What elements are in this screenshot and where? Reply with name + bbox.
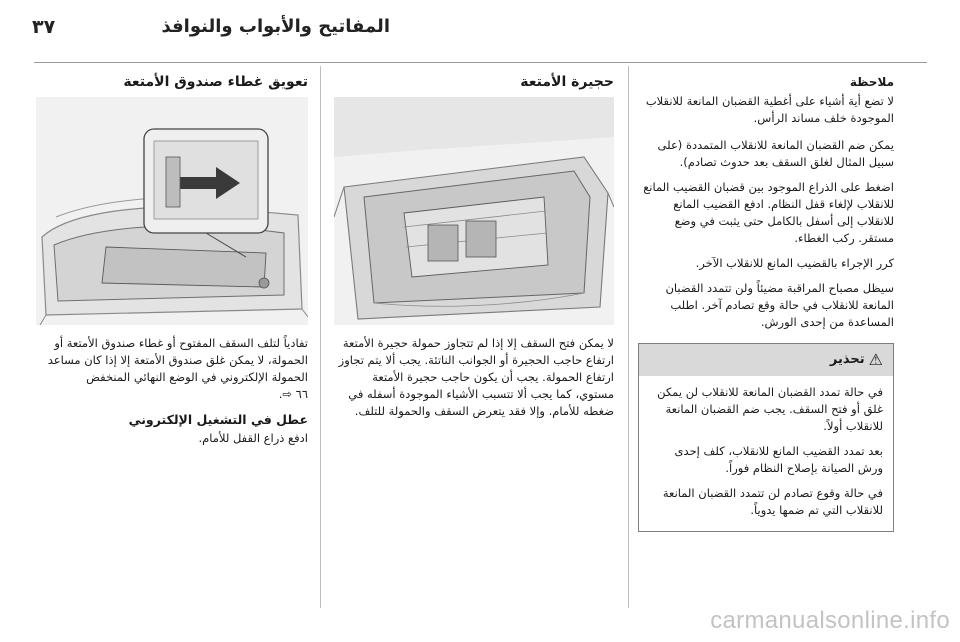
page-reference[interactable] xyxy=(36,386,308,403)
column-divider-right xyxy=(628,66,629,608)
watermark: carmanualsonline.info xyxy=(710,607,950,634)
note-title: ملاحظة xyxy=(849,75,894,89)
warning-box xyxy=(638,343,894,532)
warning-body xyxy=(639,376,893,531)
page-number: ٣٧ xyxy=(32,16,56,38)
trunk-lid-heading: تعويق غطاء صندوق الأمتعة xyxy=(123,74,308,90)
rollbar-paragraph-1: يمكن ضم القضبان المانعة للانقلاب المتمددة (على سبيل المثال لغلق السقف بعد حدوث تصادم). xyxy=(657,138,894,169)
rollbar-paragraph-2: اضغط على الذراع الموجود بين قضبان القضيب المانع للانقلاب لإلغاء قفل النظام. ادفع القضيب المانع للانقلاب إلى أسفل بالكامل حتى يثبت في وضع مستقر. ركب الغطاء. xyxy=(643,180,894,245)
page-reference-text: ٦٦ ⇨. xyxy=(278,387,308,401)
trunk-lid-paragraph: تفادياً لتلف السقف المفتوح أو غطاء صندوق الأمتعة أو الحمولة، لا يمكن غلق صندوق الأمتعة إلا إذا كان مساعد الحمولة الإلكتروني في الوضع النهائي المنخفض xyxy=(47,336,308,384)
warning-title: تحذير xyxy=(829,352,865,367)
left-column xyxy=(36,74,308,455)
right-column xyxy=(638,74,894,532)
column-divider-left xyxy=(320,66,321,608)
luggage-illustration xyxy=(334,97,614,325)
luggage-compartment-heading: حجيرة الأمتعة xyxy=(520,74,614,90)
luggage-paragraph: لا يمكن فتح السقف إلا إذا لم تتجاوز حمولة حجيرة الأمتعة ارتفاع حاجب الحجيرة أو الجوانب الناتئة. يجب ألا يتم تجاوز ارتفاع الحمولة. يجب أن يكون حاجب حجيرة الأمتعة مستوي، كما يجب ألا تتسبب الأشياء الموجودة أسفله في ضغطه للأمام. وإلا فقد يتعرض السقف والحمولة للتلف. xyxy=(338,336,614,418)
middle-column xyxy=(334,74,614,428)
warning-paragraph-2: بعد تمدد القضيب المانع للانقلاب، كلف إحدى ورش الصيانة بإصلاح النظام فوراً. xyxy=(674,444,883,475)
note-text: لا تضع أية أشياء على أغطية القضبان المانعة للانقلاب الموجودة خلف مساند الرأس. xyxy=(645,94,894,125)
warning-triangle-icon: ⚠ xyxy=(868,350,883,369)
rollbar-paragraph-3: كرر الإجراء بالقضيب المانع للانقلاب الآخر. xyxy=(695,256,894,270)
running-title: المفاتيح والأبواب والنوافذ xyxy=(161,16,390,37)
electronic-fault-heading: عطل في التشغيل الإلكتروني xyxy=(128,412,308,427)
header-rule xyxy=(34,62,927,63)
warning-paragraph-1: في حالة تمدد القضبان المانعة للانقلاب لن يمكن غلق أو فتح السقف. يجب ضم القضبان المانعة للانقلاب أولاً. xyxy=(657,385,883,433)
rollbar-paragraph-4: سيظل مصباح المراقبة مضيئاً ولن تتمدد القضبان المانعة للانقلاب في حالة وقع تصادم آخر. اطلب المساعدة من إحدى الورش. xyxy=(665,281,894,329)
warning-paragraph-3: في حالة وقوع تصادم لن تتمدد القضبان المانعة للانقلاب التي تم ضمها يدوياً. xyxy=(662,486,883,517)
warning-header xyxy=(639,344,893,376)
trunk-drawing xyxy=(36,97,308,325)
electronic-fault-paragraph: ادفع ذراع القفل للأمام. xyxy=(198,431,308,445)
luggage-drawing xyxy=(334,97,614,325)
page-header xyxy=(0,0,960,62)
trunk-illustration xyxy=(36,97,308,325)
